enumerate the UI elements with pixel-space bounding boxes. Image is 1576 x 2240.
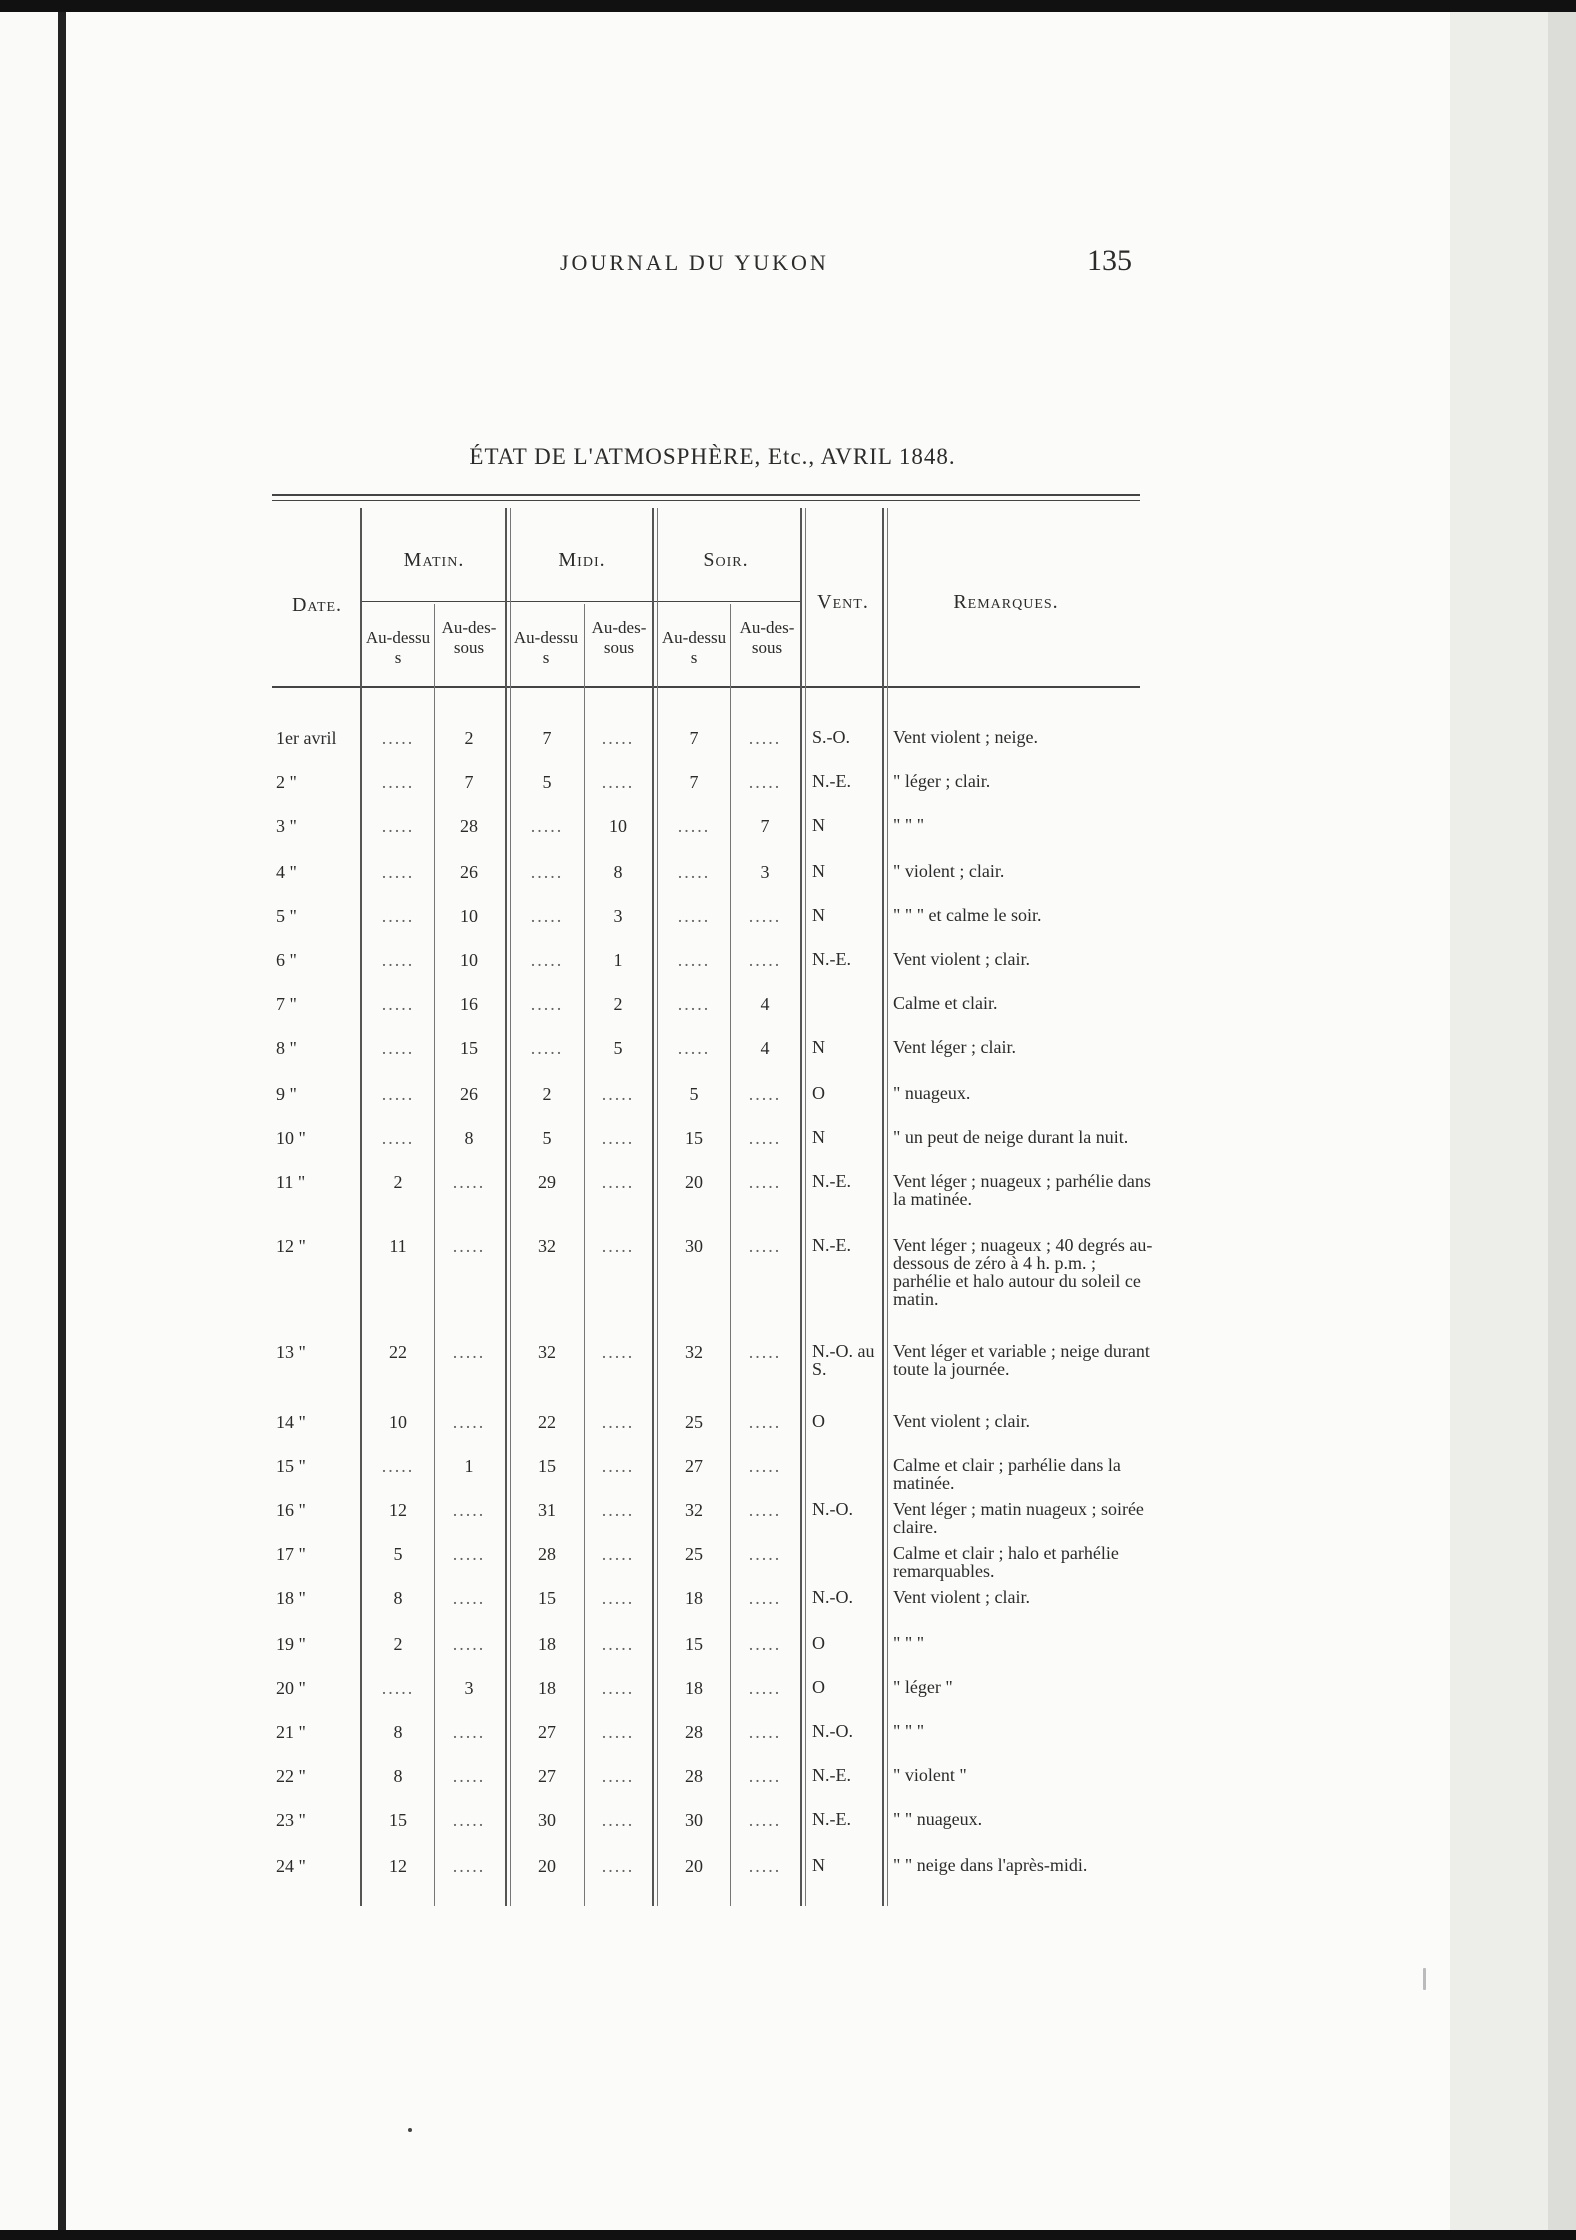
temp-s-down: ..... (748, 906, 782, 926)
temp-s-up: 20 (685, 1172, 703, 1192)
temp-s-up: 32 (685, 1500, 703, 1520)
row-vent: N.-E. (812, 1171, 851, 1191)
temp-mi-up: 29 (538, 1172, 556, 1192)
row-remarque: Vent léger et variable ; neige durant toute la journée. (893, 1341, 1150, 1379)
temp-s-up: 20 (685, 1856, 703, 1876)
row-remarque: Vent léger ; matin nuageux ; soirée claire. (893, 1499, 1144, 1537)
row-vent: N.-O. au S. (812, 1341, 875, 1379)
temp-mi-down: 10 (609, 816, 627, 836)
temp-mi-up: 30 (538, 1810, 556, 1830)
temp-m-down: 10 (460, 950, 478, 970)
row-remarque: Calme et clair. (893, 993, 998, 1013)
temp-m-down: ..... (452, 1544, 486, 1564)
temp-mi-down: ..... (601, 1722, 635, 1742)
temp-mi-up: 32 (538, 1236, 556, 1256)
running-head: JOURNAL DU YUKON (560, 250, 829, 275)
row-remarque: " " " et calme le soir. (893, 905, 1042, 925)
temp-mi-down: ..... (601, 1678, 635, 1698)
temp-m-up: 8 (393, 1588, 403, 1608)
row-date: 24 " (276, 1856, 306, 1876)
temp-m-up: 8 (393, 1766, 403, 1786)
temp-mi-up: 15 (538, 1588, 556, 1608)
temp-s-down: ..... (748, 1634, 782, 1654)
temp-mi-up: 20 (538, 1856, 556, 1876)
temp-m-down: ..... (452, 1634, 486, 1654)
row-remarque: " léger " (893, 1677, 953, 1697)
temp-mi-down: 3 (613, 906, 623, 926)
temp-s-up: 25 (685, 1412, 703, 1432)
row-date: 1er avril (276, 728, 337, 748)
temp-m-up: 12 (389, 1500, 407, 1520)
temp-m-down: 7 (464, 772, 474, 792)
col-rule-vent-end-2 (887, 508, 888, 1906)
row-remarque: Vent léger ; clair. (893, 1037, 1016, 1057)
header-matin-au-dessous: Au-des-sous (441, 618, 497, 657)
temp-mi-down: ..... (601, 1172, 635, 1192)
temp-s-up: 25 (685, 1544, 703, 1564)
temp-m-down: 15 (460, 1038, 478, 1058)
header-soir: Soir. (703, 549, 749, 571)
row-remarque: Vent violent ; clair. (893, 1411, 1030, 1431)
temp-s-up: ..... (677, 1038, 711, 1058)
temp-s-down: ..... (748, 1588, 782, 1608)
temp-m-down: ..... (452, 1236, 486, 1256)
temp-s-down: ..... (748, 1342, 782, 1362)
temp-s-down: ..... (748, 1856, 782, 1876)
temp-mi-up: 22 (538, 1412, 556, 1432)
temp-mi-up: 27 (538, 1722, 556, 1742)
header-matin-au-dessus: Au-dessus (365, 628, 431, 667)
row-vent: O (812, 1411, 825, 1431)
temp-mi-up: ..... (530, 950, 564, 970)
temp-mi-up: 15 (538, 1456, 556, 1476)
row-remarque: " violent " (893, 1765, 967, 1785)
table-top-rule-2 (272, 500, 1140, 501)
temp-m-up: ..... (381, 772, 415, 792)
temp-m-down: ..... (452, 1172, 486, 1192)
temp-s-down: ..... (748, 1678, 782, 1698)
temp-m-down: 3 (464, 1678, 474, 1698)
col-rule-soir-end-2 (805, 508, 806, 1906)
temp-m-down: 8 (464, 1128, 474, 1148)
temp-s-up: 30 (685, 1236, 703, 1256)
temp-s-up: ..... (677, 906, 711, 926)
temp-mi-down: ..... (601, 772, 635, 792)
temp-m-up: 11 (389, 1236, 407, 1256)
temp-mi-up: 28 (538, 1544, 556, 1564)
header-vent: Vent. (817, 591, 869, 613)
row-date: 7 " (276, 994, 297, 1014)
temp-mi-up: ..... (530, 994, 564, 1014)
temp-s-up: 30 (685, 1810, 703, 1830)
temp-mi-up: 32 (538, 1342, 556, 1362)
row-date: 22 " (276, 1766, 306, 1786)
temp-m-down: ..... (452, 1722, 486, 1742)
temp-mi-down: ..... (601, 1588, 635, 1608)
temp-m-up: ..... (381, 950, 415, 970)
temp-m-down: 1 (464, 1456, 474, 1476)
temp-mi-up: 18 (538, 1634, 556, 1654)
temp-mi-up: 5 (542, 772, 552, 792)
temp-m-up: ..... (381, 1038, 415, 1058)
header-matin: Matin. (403, 549, 465, 571)
row-vent: N.-O. (812, 1499, 853, 1519)
row-vent: N (812, 815, 825, 835)
row-date: 16 " (276, 1500, 306, 1520)
facing-page-edge (0, 12, 58, 2230)
row-vent: N.-O. (812, 1587, 853, 1607)
temp-s-up: 7 (689, 772, 699, 792)
temp-m-up: ..... (381, 1456, 415, 1476)
row-remarque: " " " (893, 815, 925, 835)
temp-mi-down: ..... (601, 1500, 635, 1520)
temp-m-down: ..... (452, 1856, 486, 1876)
temp-s-up: 18 (685, 1588, 703, 1608)
row-date: 5 " (276, 906, 297, 926)
row-date: 8 " (276, 1038, 297, 1058)
col-rule-soir (730, 604, 731, 1906)
temp-m-up: ..... (381, 1678, 415, 1698)
page-edge-shadow (1548, 12, 1576, 2230)
row-remarque: " " nuageux. (893, 1809, 983, 1829)
col-rule-matin-end-2 (510, 508, 511, 1906)
temp-m-up: ..... (381, 1128, 415, 1148)
row-vent: N.-E. (812, 1809, 851, 1829)
temp-m-down: 26 (460, 862, 478, 882)
temp-mi-up: 5 (542, 1128, 552, 1148)
temp-m-up: ..... (381, 816, 415, 836)
temp-mi-down: ..... (601, 1634, 635, 1654)
row-date: 9 " (276, 1084, 297, 1104)
row-vent: N.-E. (812, 1235, 851, 1255)
row-date: 19 " (276, 1634, 306, 1654)
temp-mi-down: ..... (601, 1412, 635, 1432)
temp-mi-down: 2 (613, 994, 623, 1014)
temp-s-down: 4 (760, 1038, 770, 1058)
temp-m-up: ..... (381, 728, 415, 748)
temp-s-down: ..... (748, 1084, 782, 1104)
col-rule-matin (434, 604, 435, 1906)
temp-m-up: 2 (393, 1172, 403, 1192)
temp-s-down: ..... (748, 1544, 782, 1564)
row-remarque: " " neige dans l'après-midi. (893, 1855, 1088, 1875)
temp-mi-up: 27 (538, 1766, 556, 1786)
row-date: 6 " (276, 950, 297, 970)
temp-s-up: 5 (689, 1084, 699, 1104)
temp-mi-down: ..... (601, 1856, 635, 1876)
row-vent: O (812, 1633, 825, 1653)
group-header-rule (360, 601, 800, 602)
temp-m-down: ..... (452, 1766, 486, 1786)
temp-s-down: ..... (748, 1810, 782, 1830)
temp-mi-down: 8 (613, 862, 623, 882)
row-date: 23 " (276, 1810, 306, 1830)
row-date: 17 " (276, 1544, 306, 1564)
row-vent: N (812, 861, 825, 881)
row-remarque: Vent violent ; neige. (893, 727, 1038, 747)
row-vent: O (812, 1677, 825, 1697)
temp-mi-down: ..... (601, 1766, 635, 1786)
header-soir-au-dessous: Au-des-sous (739, 618, 795, 657)
temp-m-up: 12 (389, 1856, 407, 1876)
temp-s-down: ..... (748, 1236, 782, 1256)
book-gutter (58, 12, 66, 2230)
temp-s-down: ..... (748, 1500, 782, 1520)
row-date: 11 " (276, 1172, 306, 1192)
row-remarque: " " " (893, 1633, 925, 1653)
row-remarque: Calme et clair ; parhélie dans la matinée. (893, 1455, 1121, 1493)
temp-m-down: 2 (464, 728, 474, 748)
row-remarque: " un peut de neige durant la nuit. (893, 1127, 1129, 1147)
temp-m-up: 10 (389, 1412, 407, 1432)
row-remarque: Vent violent ; clair. (893, 1587, 1030, 1607)
temp-mi-down: 5 (613, 1038, 623, 1058)
row-vent: N (812, 1127, 825, 1147)
col-rule-midi-end-2 (657, 508, 658, 1906)
col-rule-matin-end (505, 508, 507, 1906)
temp-mi-down: ..... (601, 1128, 635, 1148)
temp-mi-down: ..... (601, 728, 635, 748)
header-soir-au-dessus: Au-dessus (661, 628, 727, 667)
page (66, 12, 1450, 2230)
temp-mi-up: ..... (530, 816, 564, 836)
temp-s-up: 28 (685, 1722, 703, 1742)
temp-s-up: ..... (677, 862, 711, 882)
temp-m-up: 5 (393, 1544, 403, 1564)
temp-s-down: ..... (748, 728, 782, 748)
temp-mi-up: ..... (530, 862, 564, 882)
temp-s-down: ..... (748, 1412, 782, 1432)
row-vent: N (812, 1037, 825, 1057)
temp-s-down: ..... (748, 1766, 782, 1786)
temp-m-down: 10 (460, 906, 478, 926)
row-date: 13 " (276, 1342, 306, 1362)
temp-m-down: ..... (452, 1342, 486, 1362)
temp-mi-up: 7 (542, 728, 552, 748)
row-vent: N.-E. (812, 771, 851, 791)
temp-m-up: ..... (381, 862, 415, 882)
temp-s-down: ..... (748, 1172, 782, 1192)
row-date: 14 " (276, 1412, 306, 1432)
table-title: ÉTAT DE L'ATMOSPHÈRE, Etc., AVRIL 1848. (469, 444, 956, 469)
speck-1 (408, 2128, 412, 2132)
temp-m-down: ..... (452, 1588, 486, 1608)
temp-m-down: 26 (460, 1084, 478, 1104)
scan-border-top (0, 0, 1576, 12)
temp-m-up: ..... (381, 906, 415, 926)
header-midi: Midi. (558, 549, 606, 571)
row-vent: N (812, 905, 825, 925)
temp-s-down: ..... (748, 950, 782, 970)
row-date: 3 " (276, 816, 297, 836)
header-midi-au-dessous: Au-des-sous (591, 618, 647, 657)
temp-s-down: ..... (748, 1456, 782, 1476)
temp-mi-down: 1 (613, 950, 623, 970)
temp-m-up: 8 (393, 1722, 403, 1742)
row-vent: N.-O. (812, 1721, 853, 1741)
row-vent: N.-E. (812, 1765, 851, 1785)
temp-mi-down: ..... (601, 1544, 635, 1564)
temp-m-down: ..... (452, 1412, 486, 1432)
row-date: 15 " (276, 1456, 306, 1476)
header-midi-au-dessus: Au-dessus (513, 628, 579, 667)
temp-m-up: ..... (381, 1084, 415, 1104)
temp-m-down: 16 (460, 994, 478, 1014)
temp-mi-down: ..... (601, 1342, 635, 1362)
row-date: 12 " (276, 1236, 306, 1256)
col-rule-midi-end (652, 508, 654, 1906)
temp-s-up: 27 (685, 1456, 703, 1476)
temp-mi-down: ..... (601, 1456, 635, 1476)
row-date: 10 " (276, 1128, 306, 1148)
temp-mi-down: ..... (601, 1236, 635, 1256)
row-vent: N.-E. (812, 949, 851, 969)
row-vent: O (812, 1083, 825, 1103)
temp-mi-down: ..... (601, 1084, 635, 1104)
temp-mi-up: ..... (530, 1038, 564, 1058)
temp-m-up: 15 (389, 1810, 407, 1830)
col-rule-date (360, 508, 362, 1906)
col-rule-vent-end (882, 508, 884, 1906)
temp-s-down: ..... (748, 1128, 782, 1148)
page-number: 135 (1087, 244, 1132, 277)
temp-s-up: 28 (685, 1766, 703, 1786)
row-remarque: Vent violent ; clair. (893, 949, 1030, 969)
row-date: 4 " (276, 862, 297, 882)
temp-m-up: 2 (393, 1634, 403, 1654)
header-remarques: Remarques. (953, 591, 1059, 613)
temp-m-down: ..... (452, 1810, 486, 1830)
temp-s-up: 15 (685, 1634, 703, 1654)
row-vent: N (812, 1855, 825, 1875)
row-vent: S.-O. (812, 727, 851, 747)
temp-mi-up: 18 (538, 1678, 556, 1698)
temp-m-up: ..... (381, 994, 415, 1014)
temp-s-up: ..... (677, 994, 711, 1014)
row-remarque: " violent ; clair. (893, 861, 1005, 881)
temp-m-down: 28 (460, 816, 478, 836)
temp-m-down: ..... (452, 1500, 486, 1520)
temp-s-up: ..... (677, 816, 711, 836)
row-date: 18 " (276, 1588, 306, 1608)
row-remarque: Vent léger ; nuageux ; parhélie dans la matinée. (893, 1171, 1151, 1209)
temp-s-up: 15 (685, 1128, 703, 1148)
row-remarque: Calme et clair ; halo et parhélie remarquables. (893, 1543, 1119, 1581)
header-bottom-rule (272, 686, 1140, 688)
temp-s-down: 3 (760, 862, 770, 882)
row-remarque: " léger ; clair. (893, 771, 991, 791)
temp-m-up: 22 (389, 1342, 407, 1362)
col-rule-midi (584, 604, 585, 1906)
row-remarque: Vent léger ; nuageux ; 40 degrés au-dessous de zéro à 4 h. p.m. ; parhélie et halo autour du soleil ce matin. (893, 1235, 1153, 1309)
row-date: 2 " (276, 772, 297, 792)
row-remarque: " nuageux. (893, 1083, 971, 1103)
row-remarque: " " " (893, 1721, 925, 1741)
row-date: 21 " (276, 1722, 306, 1742)
speck-2 (1423, 1968, 1426, 1990)
temp-s-up: 18 (685, 1678, 703, 1698)
temp-s-down: ..... (748, 1722, 782, 1742)
scan-border-bottom (0, 2230, 1576, 2240)
temp-s-down: 7 (760, 816, 770, 836)
temp-mi-up: ..... (530, 906, 564, 926)
temp-s-down: 4 (760, 994, 770, 1014)
temp-mi-down: ..... (601, 1810, 635, 1830)
row-date: 20 " (276, 1678, 306, 1698)
table-top-rule (272, 494, 1140, 496)
temp-mi-up: 31 (538, 1500, 556, 1520)
col-rule-soir-end (800, 508, 802, 1906)
temp-s-up: ..... (677, 950, 711, 970)
temp-s-up: 32 (685, 1342, 703, 1362)
header-date: Date. (291, 594, 343, 616)
temp-s-down: ..... (748, 772, 782, 792)
temp-mi-up: 2 (542, 1084, 552, 1104)
temp-s-up: 7 (689, 728, 699, 748)
